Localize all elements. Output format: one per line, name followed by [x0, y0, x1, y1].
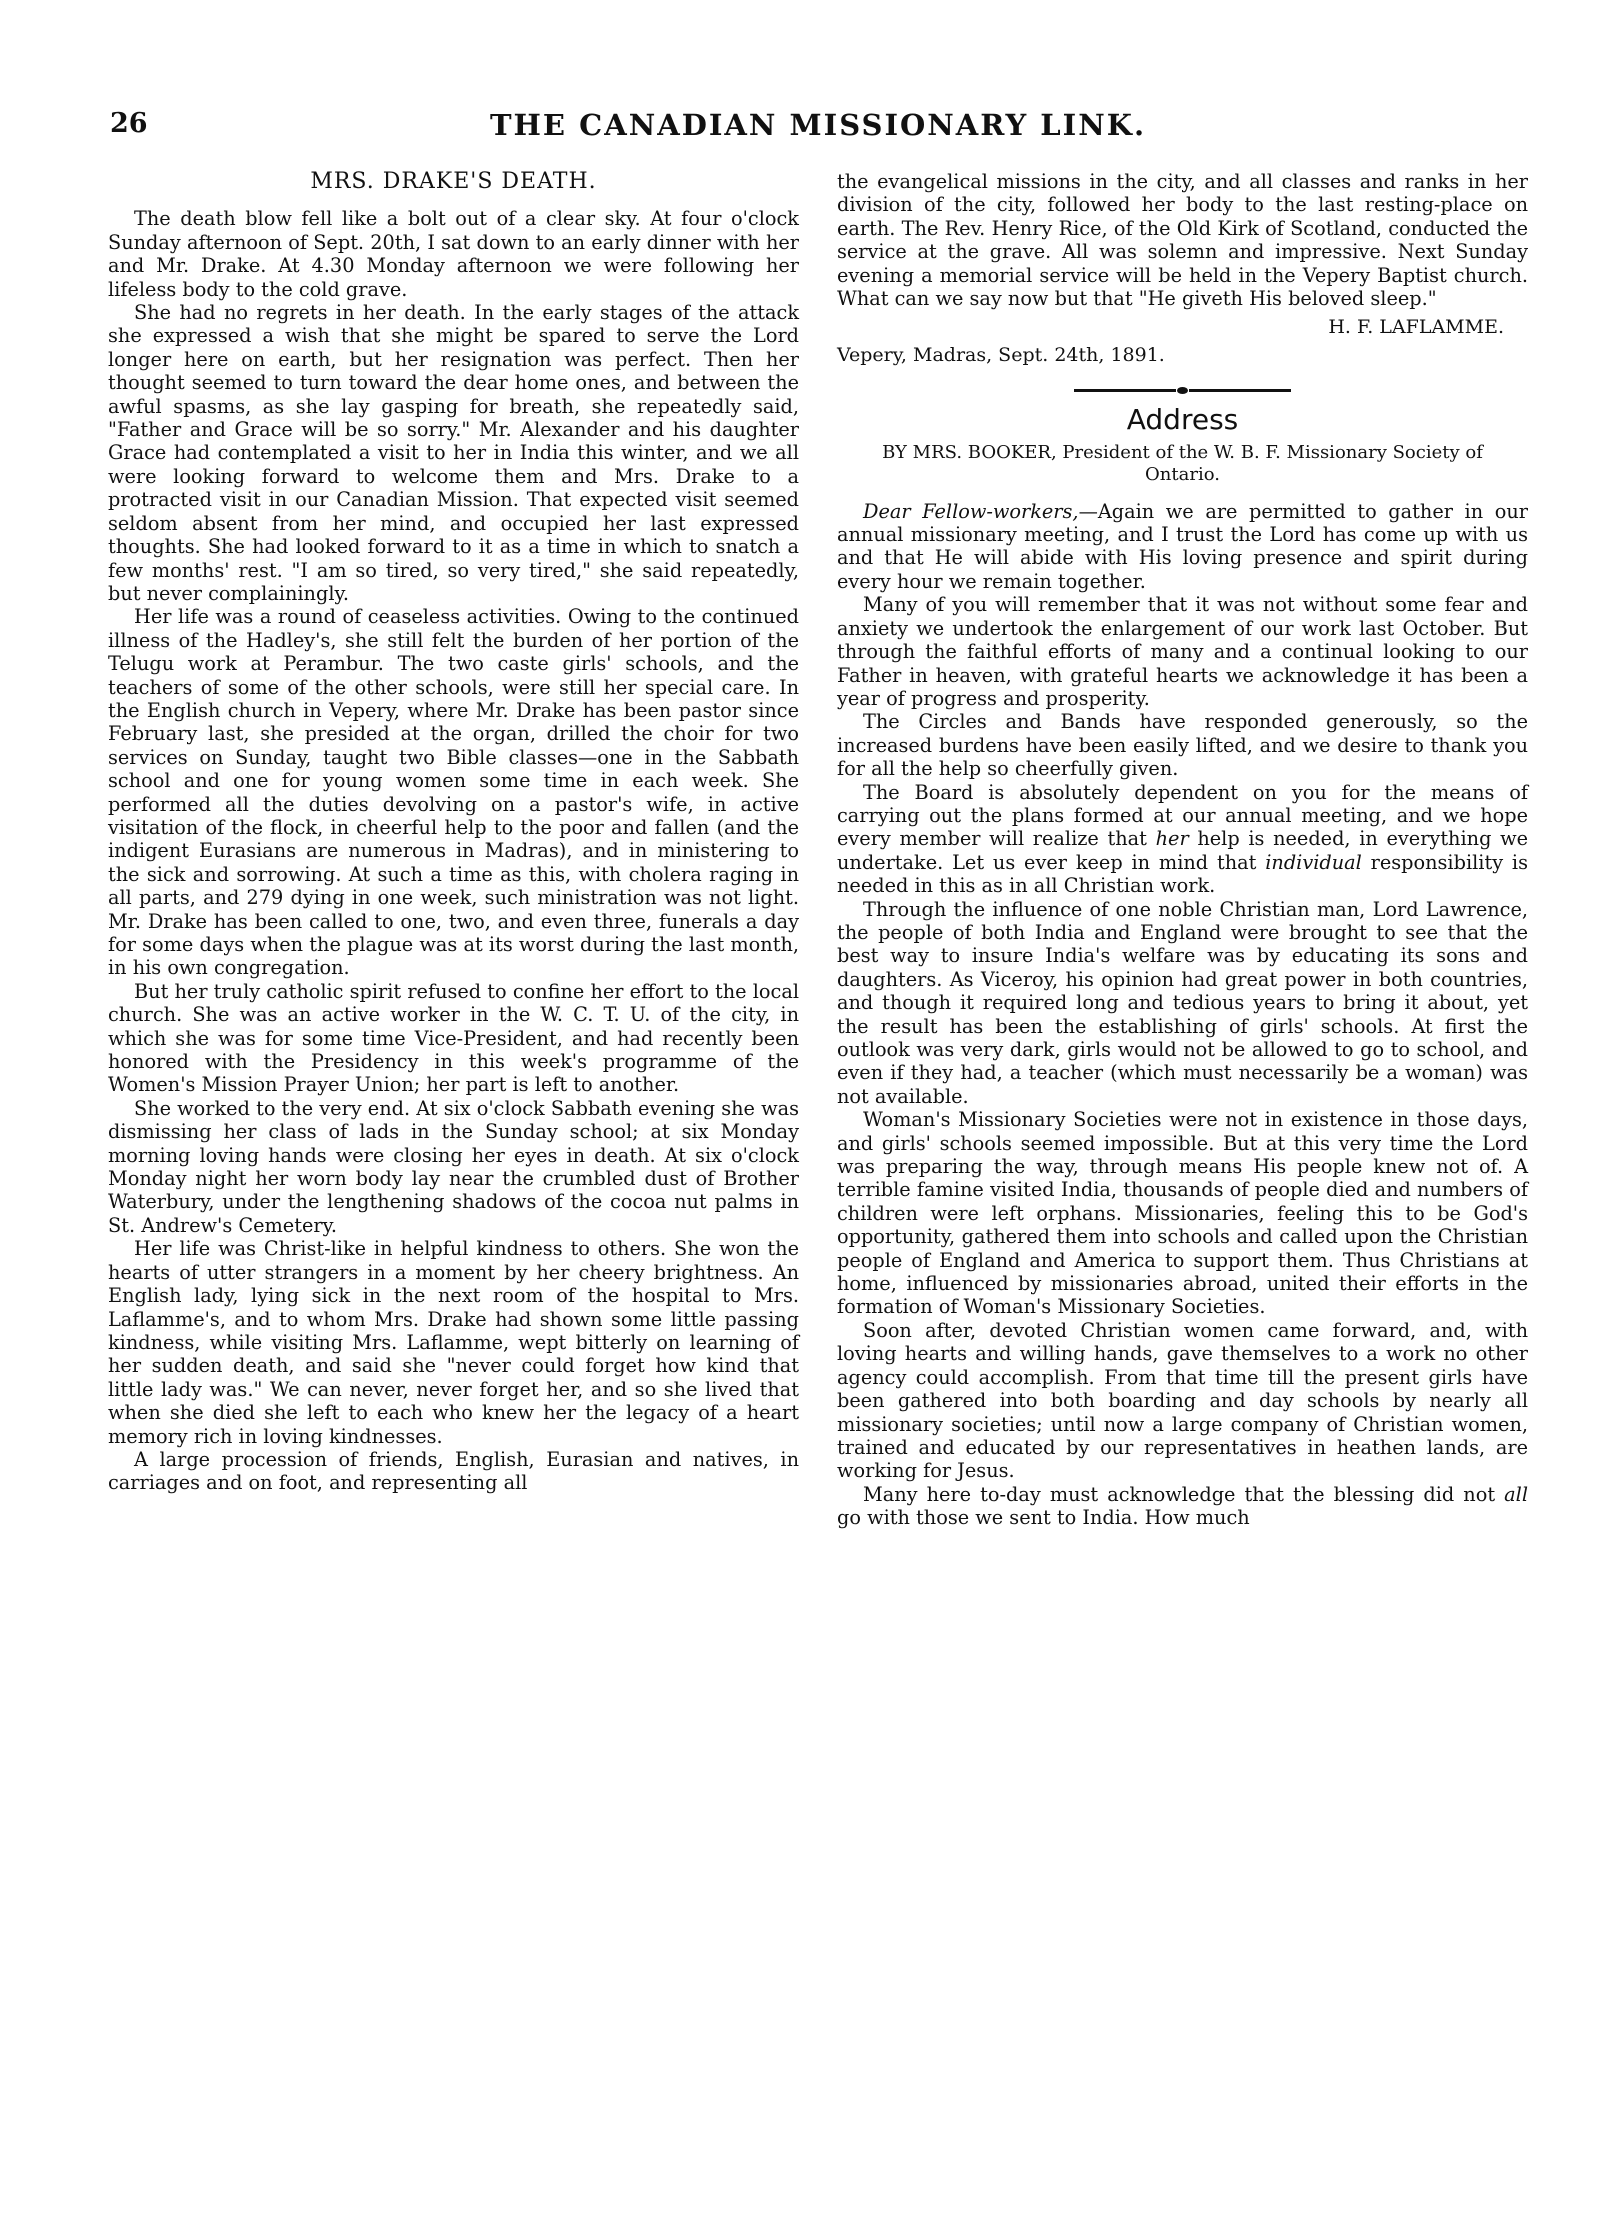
paragraph-text: The Board is absolutely dependent on you for the means of carrying out the plans formed at our annual meeting, and we hope every member will realize that	[837, 780, 1528, 851]
divider-dot	[1177, 387, 1188, 394]
paragraph	[837, 500, 1528, 594]
paragraph	[837, 781, 1528, 898]
paragraph-text: help is needed, in everything we undertake. Let us ever keep in mind that	[837, 827, 1528, 874]
salutation: Dear Fellow-workers,	[863, 499, 1079, 523]
byline: BY MRS. BOOKER, President of the W. B. F. Missionary Society of Ontario.	[882, 441, 1483, 485]
paragraph: Soon after, devoted Christian women came forward, and, with loving hearts and willing hands, gave themselves to a work no other agency could accomplish. From that time till the present girls have been gathered into both boarding and day schools by nearly all missionary societies; until now a large company of Christian women, trained and educated by our representatives in heathen lands, are working for Jesus.	[837, 1318, 1528, 1483]
section-divider	[837, 387, 1528, 394]
two-column-body	[108, 170, 1528, 1530]
paragraph: Her life was Christ-like in helpful kindness to others. She won the hearts of utter strangers in a moment by her cheery brightness. An English lady, lying sick in the next room of the hospital to Mrs. Laflamme's, and to whom Mrs. Drake had shown some little passing kindness, while visiting Mrs. Laflamme, wept bitterly on learning of her sudden death, and said she "never could forget how kind that little lady was." We can never, never forget her, and so she lived that when she died she left to each who knew her the legacy of a heart memory rich in loving kindnesses.	[108, 1237, 799, 1448]
paragraph: The Circles and Bands have responded generously, so the increased burdens have been easily lifted, and we desire to thank you for all the help so cheerfully given.	[837, 710, 1528, 781]
paragraph-text: responsibility is needed in this as in all Christian work.	[837, 850, 1528, 898]
paragraph: Through the influence of one noble Christian man, Lord Lawrence, the people of both India and England were brought to see that the best way to insure India's welfare was by educating its sons and daughters. As Viceroy, his opinion had great power in both countries, and though it required long and tedious years to bring it about, yet the result has been the establishing of girls' schools. At first the outlook was very dark, girls would not be allowed to go to school, and even if they had, a teacher (which must necessarily be a woman) was not available.	[837, 897, 1528, 1108]
paragraph-text: go with those we sent to India. How much	[837, 1506, 1250, 1530]
right-column	[837, 170, 1528, 1530]
left-column	[108, 170, 799, 1530]
paragraph	[837, 1483, 1528, 1530]
paragraph: The death blow fell like a bolt out of a clear sky. At four o'clock Sunday afternoon of Sept. 20th, I sat down to an early dinner with her and Mr. Drake. At 4.30 Monday afternoon we were following her lifeless body to the cold grave.	[108, 207, 799, 301]
page-number: 26	[110, 108, 148, 139]
paragraph: She worked to the very end. At six o'clock Sabbath evening she was dismissing her class of lads in the Sunday school; at six Monday morning loving hands were closing her eyes in death. At six o'clock Monday night her worn body lay near the crumbled dust of Brother Waterbury, under the lengthening shadows of the cocoa nut palms in St. Andrew's Cemetery.	[108, 1096, 799, 1237]
paragraph-text: —Again we are permitted to gather in our annual missionary meeting, and I trust the Lord has come up with us and that He will abide with His loving presence and spirit during every hour we remain together.	[837, 499, 1528, 593]
page-header	[108, 108, 1528, 148]
italic-word: her	[1155, 827, 1189, 851]
paragraph: A large procession of friends, English, Eurasian and natives, in carriages and on foot, and representing all	[108, 1447, 799, 1495]
paragraph: She had no regrets in her death. In the early stages of the attack she expressed a wish that she might be spared to serve the Lord longer here on earth, but her resignation was perfect. Then her thought seemed to turn toward the dear home ones, and between the awful spasms, as she lay gasping for breath, she repeatedly said, "Father and Grace will be so sorry." Mr. Alexander and his daughter Grace had contemplated a visit to her in India this winter, and we all were looking forward to welcome them and Mrs. Drake to a protracted visit in our Canadian Mission. That expected visit seemed seldom absent from her mind, and occupied her last expressed thoughts. She had looked forward to it as a time in which to snatch a few months' rest. "I am so tired, so very tired," she said repeatedly, but never complainingly.	[108, 301, 799, 605]
divider-bar	[1074, 389, 1176, 392]
paragraph: Her life was a round of ceaseless activities. Owing to the continued illness of the Hadley's, she still felt the burden of her portion of the Telugu work at Perambur. The two caste girls' schools, and the teachers of some of the other schools, were still her special care. In the English church in Vepery, where Mr. Drake has been pastor since February last, she presided at the organ, drilled the choir for two services on Sunday, taught two Bible classes—one in the Sabbath school and one for young women some time in each week. She performed all the duties devolving on a pastor's wife, in active visitation of the flock, in cheerful help to the poor and fallen (and the indigent Eurasians are numerous in Madras), and in ministering to the sick and sorrowing. At such a time as this, with cholera raging in all parts, and 279 dying in one week, such ministration was not light. Mr. Drake has been called to one, two, and even three, funerals a day for some days when the plague was at its worst during the last month, in his own congregation.	[108, 605, 799, 980]
italic-word: all	[1504, 1482, 1528, 1506]
continued-paragraph: the evangelical missions in the city, and all classes and ranks in her division of the city, followed her body to the last resting-place on earth. The Rev. Henry Rice, of the Old Kirk of Scotland, conducted the service at the grave. All was solemn and impressive. Next Sunday evening a memorial service will be held in the Vepery Baptist church. What can we say now but that "He giveth His beloved sleep."	[837, 170, 1528, 311]
signature: H. F. LAFLAMME.	[1328, 316, 1504, 339]
italic-word: individual	[1265, 850, 1362, 874]
paragraph: But her truly catholic spirit refused to confine her effort to the local church. She was an active worker in the W. C. T. U. of the city, in which she was for some time Vice-President, and had recently been honored with the Presidency in this week's programme of the Women's Mission Prayer Union; her part is left to another.	[108, 979, 799, 1097]
dateline: Vepery, Madras, Sept. 24th, 1891.	[837, 343, 1165, 366]
paragraph: Many of you will remember that it was not without some fear and anxiety we undertook the enlargement of our work last October. But through the faithful efforts of many and a continual looking to our Father in heaven, with grateful hearts we acknowledge it has been a year of progress and prosperity.	[837, 593, 1528, 710]
article-heading: MRS. DRAKE'S DEATH.	[310, 169, 597, 194]
divider-bar	[1189, 389, 1291, 392]
paragraph: Woman's Missionary Societies were not in existence in those days, and girls' schools seemed impossible. But at this very time the Lord was preparing the way, through means His people knew not of. A terrible famine visited India, thousands of people died and numbers of children were left orphans. Missionaries, feeling this to be God's opportunity, gathered them into schools and called upon the Christian people of England and America to support them. Thus Christians at home, influenced by missionaries abroad, united their efforts in the formation of Woman's Missionary Societies.	[837, 1108, 1528, 1319]
publication-title: THE CANADIAN MISSIONARY LINK.	[489, 108, 1147, 142]
address-heading: Address	[1126, 403, 1239, 437]
paragraph-text: Many here to-day must acknowledge that the blessing did not	[863, 1482, 1505, 1506]
